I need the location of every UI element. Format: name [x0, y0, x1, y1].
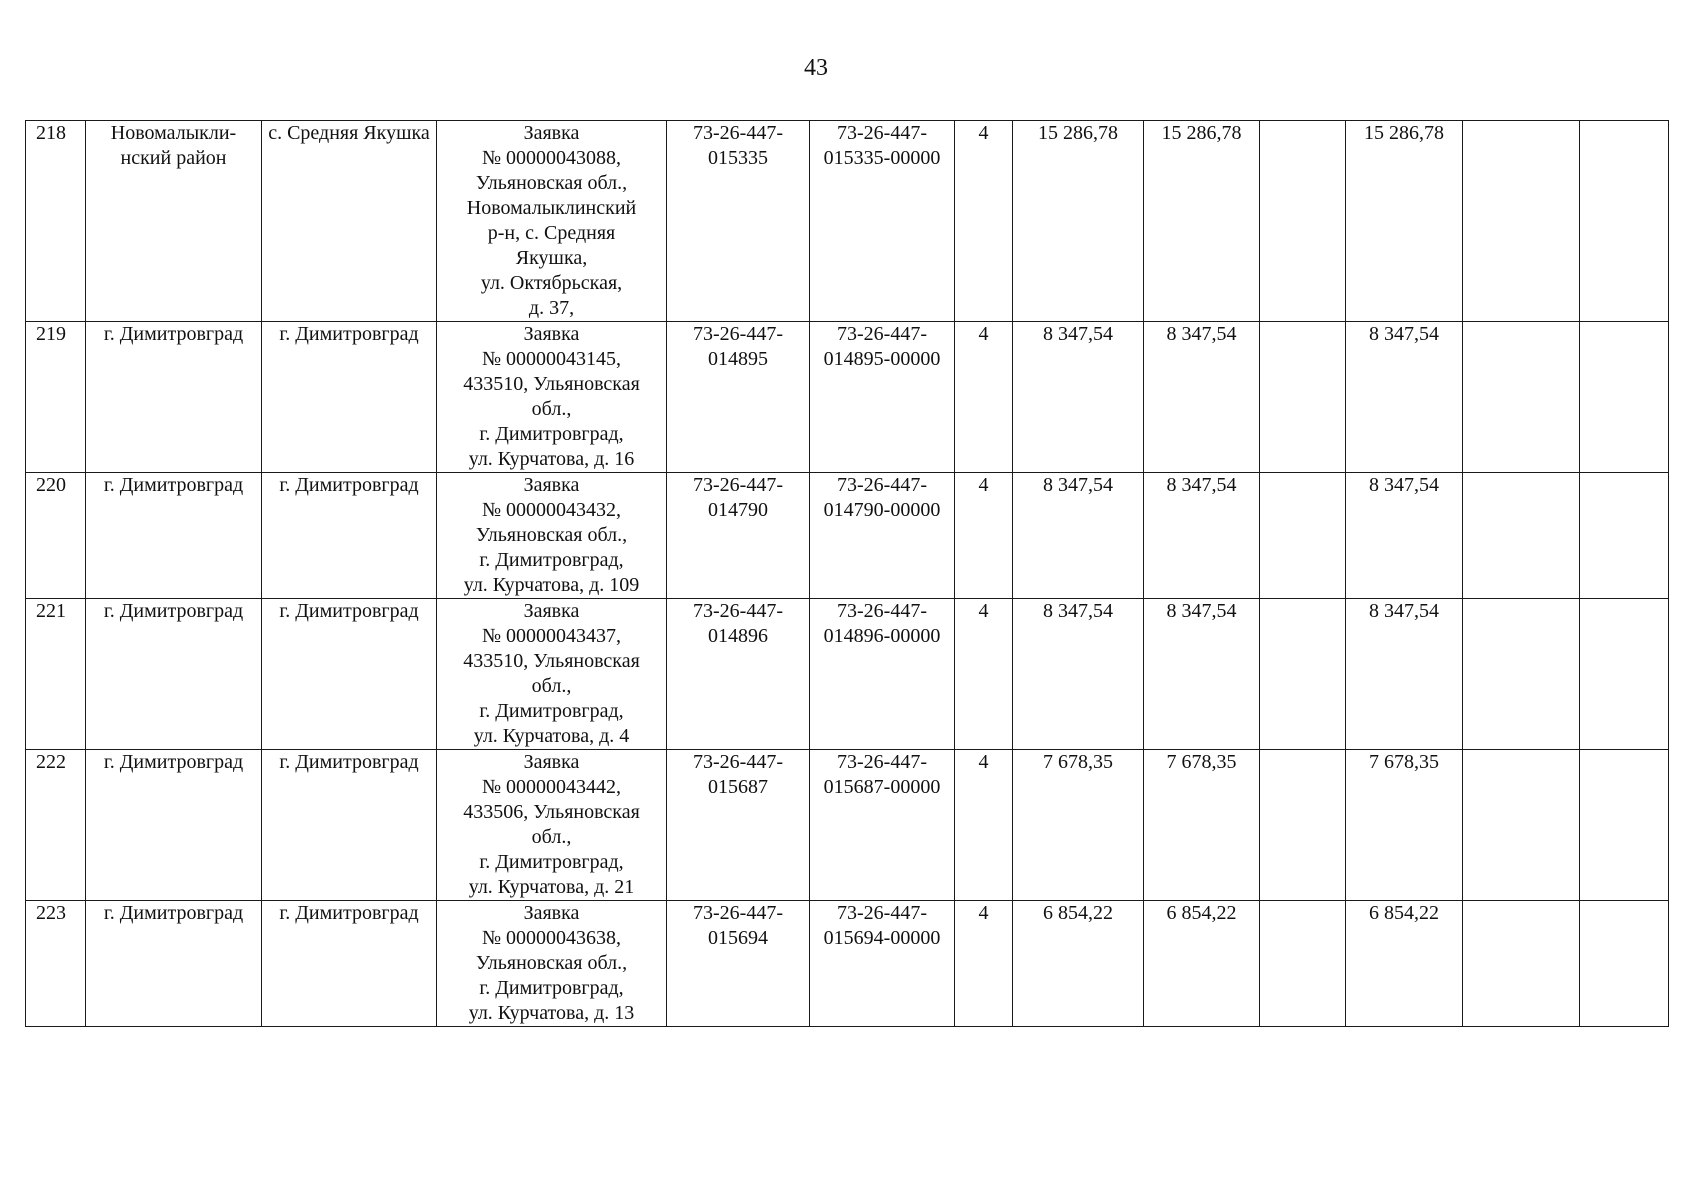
- application-line: г. Димитровград,: [479, 700, 624, 722]
- table-body: [26, 121, 1669, 1027]
- application-line: ул. Курчатова, д. 4: [473, 725, 630, 747]
- empty-cell: [1463, 750, 1580, 901]
- quantity-cell: 4: [955, 121, 1013, 322]
- application-line: г. Димитровград,: [479, 549, 624, 571]
- amount-cell: 8 347,54: [1346, 599, 1463, 750]
- row-number-cell: 221: [26, 599, 86, 750]
- table-row: [26, 901, 1669, 1027]
- amount-cell: 7 678,35: [1013, 750, 1144, 901]
- application-line: р-н, с. Средняя: [487, 222, 616, 244]
- district-cell: г. Димитровград: [86, 901, 262, 1027]
- amount-cell: 15 286,78: [1144, 121, 1260, 322]
- district-cell: г. Димитровград: [86, 322, 262, 473]
- amount-cell: 8 347,54: [1144, 322, 1260, 473]
- amount-cell: 8 347,54: [1013, 322, 1144, 473]
- full-code-cell: 73-26-447-015694-00000: [810, 901, 955, 1027]
- table-row: [26, 599, 1669, 750]
- application-line: № 00000043088,: [481, 147, 622, 169]
- application-cell: [437, 599, 667, 750]
- application-line: г. Димитровград,: [479, 851, 624, 873]
- quantity-cell: 4: [955, 901, 1013, 1027]
- settlement-cell: г. Димитровград: [262, 322, 437, 473]
- application-line: 433510, Ульяновская: [463, 373, 640, 395]
- amount-cell: 6 854,22: [1346, 901, 1463, 1027]
- amount-cell: [1260, 599, 1346, 750]
- table-row: [26, 121, 1669, 322]
- application-line: обл.,: [531, 826, 572, 848]
- empty-cell: [1463, 901, 1580, 1027]
- application-line: Ульяновская обл.,: [475, 524, 628, 546]
- application-cell: [437, 473, 667, 599]
- empty-cell: [1580, 901, 1669, 1027]
- application-line: Заявка: [523, 122, 580, 144]
- cadastral-code-cell: 73-26-447-014895: [667, 322, 810, 473]
- settlement-cell: г. Димитровград: [262, 750, 437, 901]
- full-code-cell: 73-26-447-014896-00000: [810, 599, 955, 750]
- cadastral-code-cell: 73-26-447-015694: [667, 901, 810, 1027]
- application-line: Заявка: [523, 902, 580, 924]
- district-cell: Новомалыкли-нский район: [86, 121, 262, 322]
- quantity-cell: 4: [955, 473, 1013, 599]
- amount-cell: 15 286,78: [1346, 121, 1463, 322]
- cadastral-code-cell: 73-26-447-014790: [667, 473, 810, 599]
- full-code-cell: 73-26-447-014895-00000: [810, 322, 955, 473]
- empty-cell: [1463, 121, 1580, 322]
- application-line: Заявка: [523, 323, 580, 345]
- district-cell: г. Димитровград: [86, 750, 262, 901]
- application-cell: [437, 322, 667, 473]
- application-line: ул. Курчатова, д. 13: [468, 1002, 635, 1024]
- application-cell: [437, 750, 667, 901]
- amount-cell: 7 678,35: [1144, 750, 1260, 901]
- empty-cell: [1463, 599, 1580, 750]
- amount-cell: [1260, 901, 1346, 1027]
- full-code-cell: 73-26-447-015335-00000: [810, 121, 955, 322]
- application-line: Новомалыклинский: [466, 197, 637, 219]
- application-line: г. Димитровград,: [479, 977, 624, 999]
- settlement-cell: г. Димитровград: [262, 473, 437, 599]
- application-line: № 00000043442,: [481, 776, 622, 798]
- application-line: Ульяновская обл.,: [475, 952, 628, 974]
- application-line: ул. Курчатова, д. 21: [468, 876, 635, 898]
- amount-cell: 6 854,22: [1013, 901, 1144, 1027]
- amount-cell: 8 347,54: [1013, 599, 1144, 750]
- amount-cell: 8 347,54: [1144, 473, 1260, 599]
- application-line: Заявка: [523, 600, 580, 622]
- row-number-cell: 222: [26, 750, 86, 901]
- application-line: ул. Курчатова, д. 16: [468, 448, 635, 470]
- application-line: № 00000043145,: [481, 348, 622, 370]
- amount-cell: 8 347,54: [1346, 473, 1463, 599]
- application-line: 433510, Ульяновская: [463, 650, 640, 672]
- cadastral-code-cell: 73-26-447-014896: [667, 599, 810, 750]
- application-line: Заявка: [523, 474, 580, 496]
- amount-cell: 7 678,35: [1346, 750, 1463, 901]
- application-line: обл.,: [531, 675, 572, 697]
- application-line: Якушка,: [515, 247, 588, 269]
- cadastral-code-cell: 73-26-447-015687: [667, 750, 810, 901]
- row-number-cell: 223: [26, 901, 86, 1027]
- quantity-cell: 4: [955, 322, 1013, 473]
- amount-cell: 8 347,54: [1346, 322, 1463, 473]
- amount-cell: 6 854,22: [1144, 901, 1260, 1027]
- application-cell: [437, 121, 667, 322]
- amount-cell: [1260, 322, 1346, 473]
- table-row: [26, 750, 1669, 901]
- settlement-cell: г. Димитровград: [262, 599, 437, 750]
- empty-cell: [1463, 473, 1580, 599]
- empty-cell: [1580, 121, 1669, 322]
- empty-cell: [1580, 599, 1669, 750]
- settlement-cell: г. Димитровград: [262, 901, 437, 1027]
- district-cell: г. Димитровград: [86, 473, 262, 599]
- cadastral-code-cell: 73-26-447-015335: [667, 121, 810, 322]
- district-cell: г. Димитровград: [86, 599, 262, 750]
- table-row: [26, 322, 1669, 473]
- table-row: [26, 473, 1669, 599]
- amount-cell: [1260, 121, 1346, 322]
- empty-cell: [1580, 473, 1669, 599]
- amount-cell: [1260, 473, 1346, 599]
- register-table: [25, 120, 1669, 1027]
- page-number: 43: [804, 55, 828, 81]
- application-line: обл.,: [531, 398, 572, 420]
- empty-cell: [1580, 750, 1669, 901]
- application-line: г. Димитровград,: [479, 423, 624, 445]
- application-line: Заявка: [523, 751, 580, 773]
- full-code-cell: 73-26-447-015687-00000: [810, 750, 955, 901]
- full-code-cell: 73-26-447-014790-00000: [810, 473, 955, 599]
- application-line: Ульяновская обл.,: [475, 172, 628, 194]
- empty-cell: [1580, 322, 1669, 473]
- empty-cell: [1463, 322, 1580, 473]
- application-line: ул. Октябрьская,: [480, 272, 623, 294]
- application-line: д. 37,: [528, 297, 575, 319]
- quantity-cell: 4: [955, 750, 1013, 901]
- settlement-cell: с. Средняя Якушка: [262, 121, 437, 322]
- row-number-cell: 220: [26, 473, 86, 599]
- amount-cell: [1260, 750, 1346, 901]
- application-line: 433506, Ульяновская: [463, 801, 640, 823]
- amount-cell: 8 347,54: [1013, 473, 1144, 599]
- application-line: № 00000043638,: [481, 927, 622, 949]
- application-line: № 00000043437,: [481, 625, 622, 647]
- application-cell: [437, 901, 667, 1027]
- amount-cell: 8 347,54: [1144, 599, 1260, 750]
- application-line: ул. Курчатова, д. 109: [463, 574, 640, 596]
- application-line: № 00000043432,: [481, 499, 622, 521]
- quantity-cell: 4: [955, 599, 1013, 750]
- amount-cell: 15 286,78: [1013, 121, 1144, 322]
- row-number-cell: 219: [26, 322, 86, 473]
- row-number-cell: 218: [26, 121, 86, 322]
